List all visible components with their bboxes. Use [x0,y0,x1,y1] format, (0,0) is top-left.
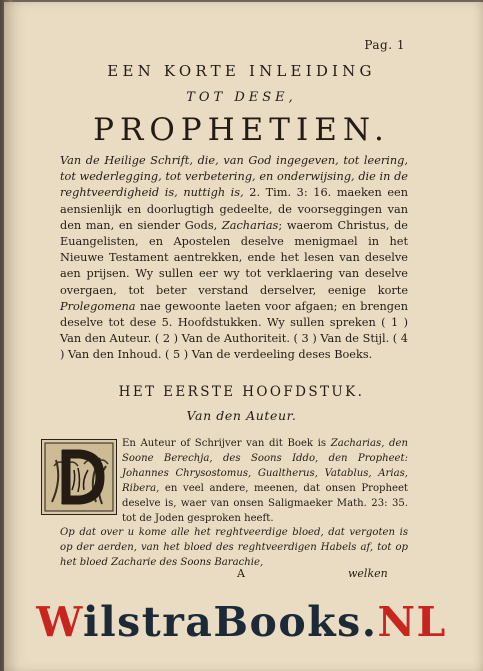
chapter-subheading: Van den Auteur. [186,408,297,423]
signature-mark: A [237,567,245,580]
intro-ref: 2. Tim. 3: 16. maeken een aensienlijk en doorlugtigh gedeelte, de voorseggingen van den man, en siender Gods, [60,186,408,232]
intro-italic: Van de Heilige Schrift, die, van God ingegeven, tot leering, tot wederlegging, tot verbetering, en onderwijsing, die in de reghtveerdigheid is, nuttigh is, [60,154,408,200]
page-number: Pag. 1 [364,38,405,52]
watermark-logo [0,598,483,646]
intro-paragraph [60,153,408,364]
decorated-initial-d-icon [41,439,117,515]
watermark-part-1: W [36,598,84,646]
catchword: welken [348,567,388,580]
intro-rest: ; waerom Christus, de Euangelisten, en Apostelen deselve menigmael in het Nieuwe Testament aentrekken, ende het lesen van deselve aen prijsen. Wy sullen eer wy tot verklaering van deselve overgaen, tot beter verstand derselver, eenige korte [60,218,408,297]
intro-rest2: nae gewoonte laeten voor afgaen; en brengen deselve tot dese 5. Hoofdstukken. Wy sullen spreken ( 1 ) Van den Auteur. ( 2 ) Van de Authoriteit. ( 3 ) Van de Stijl. ( 4 ) Van den Inhoud. ( 5 ) Van de verdeeling deses Boeks. [60,299,408,362]
chapter-names: Zacharias, den Soone Berechja, des Soons Iddo, den Propheet: Johannes Chrysostomus, Gualtherus, Vatablus, Arias, Ribera, [122,438,408,494]
chapter-quote: Op dat over u kome alle het reghtveerdige bloed, dat vergoten is op der aerden, van het bloed des reghtveerdigen Habels af, tot op het bloed Zacharie des Soons Barachie, [60,527,408,568]
title-main: PROPHETIEN. [93,112,390,148]
chapter-paragraph [122,437,408,526]
title-line-2: TOT DESE, [186,90,297,105]
chapter-lead: En Auteur of Schrijver van dit Boek is [122,438,331,449]
intro-zacharias: Zacharias [221,218,279,232]
intro-prolegomena: Prolegomena [60,299,136,313]
chapter-heading: HET EERSTE HOOFDSTUK. [118,384,365,400]
watermark-part-3: NL [377,598,447,646]
chapter-mid: en veel andere, meenen, dat onsen Propheet deselve is, waer van onsen Saligmaeker Math. 23: 35. tot de Joden gesproken heeft. [122,482,408,524]
title-line-1: EEN KORTE INLEIDING [107,62,376,80]
watermark-part-2: ilstraBooks. [83,598,378,646]
